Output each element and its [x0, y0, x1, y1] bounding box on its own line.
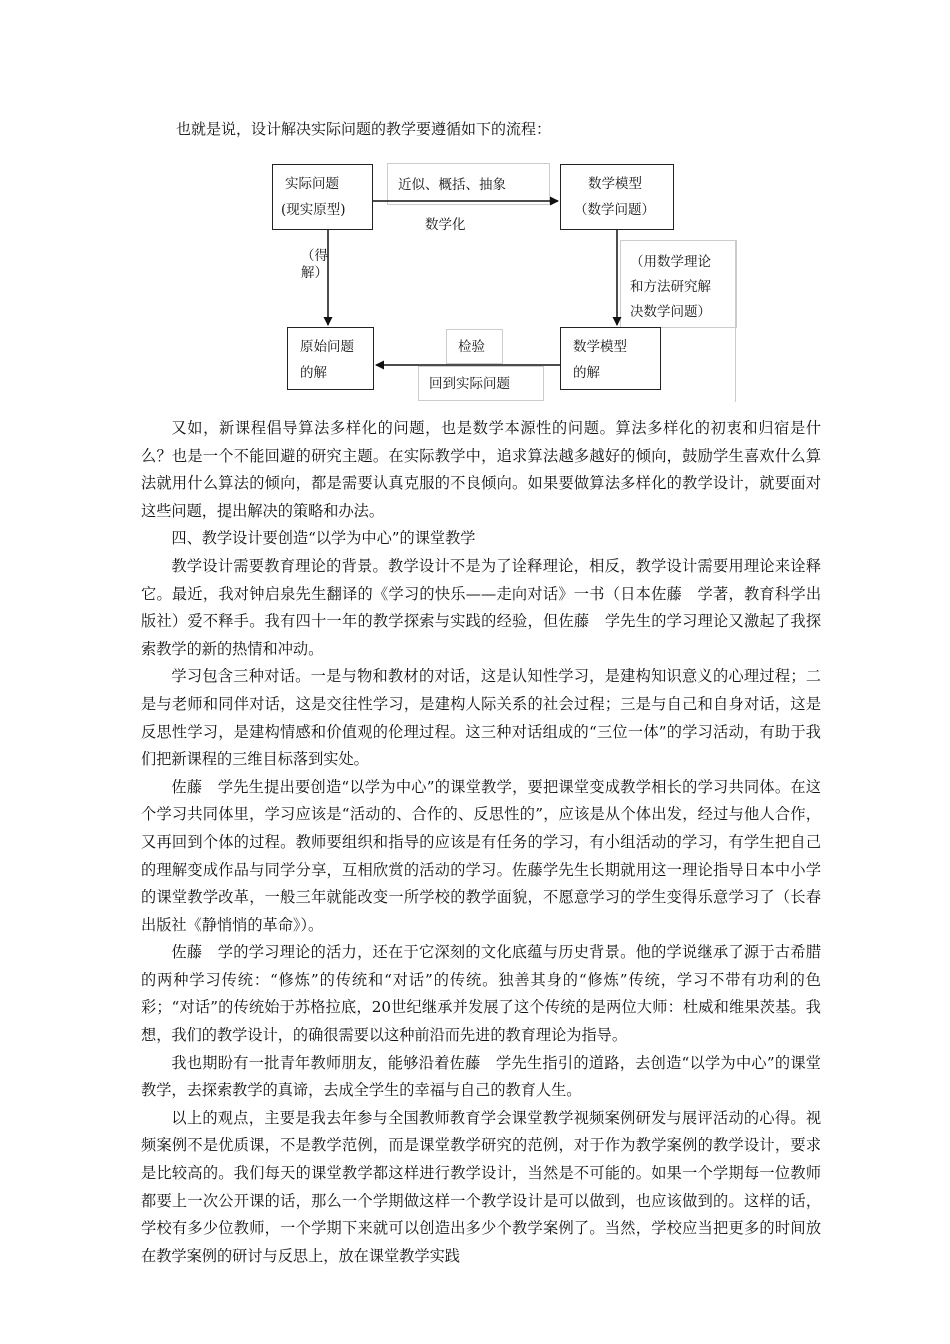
intro-sentence: 也就是说，设计解决实际问题的教学要遵循如下的流程： — [176, 120, 552, 138]
body-text — [141, 415, 821, 1270]
box-math-model-line1: 数学模型 — [588, 176, 642, 192]
paragraph-three-dialogues: 学习包含三种对话。一是与物和教材的对话，这是认知性学习，是建构知识意义的心理过程；二是与老师和同伴对话，这是交往性学习，是建构人际关系的社会过程；三是与自己和自身对话，这是反思性学习，是建构情感和价值观的伦理过程。这三种对话组成的“三位一体”的学习活动，有助于我们把新课程的三维目标落到实处。 — [141, 667, 821, 769]
label-verify: 检验 — [458, 339, 485, 355]
box-original-solution-line2: 的解 — [300, 365, 327, 381]
box-model-solution-line2: 的解 — [573, 365, 600, 381]
box-actual-problem-line2: (现实原型) — [281, 202, 346, 218]
paragraph-theory-background: 教学设计需要教育理论的背景。教学设计不是为了诠释理论，相反，教学设计需要用理论来诠释它。最近，我对钟启泉先生翻译的《学习的快乐——走向对话》一书（日本佐藤 学著，教育科学出版社）爱不释手。我有四十一年的教学探索与实践的经验，但佐藤 学先生的学习理论又激起了我探索教学的新的热情和冲动。 — [141, 556, 821, 658]
label-return-actual: 回到实际问题 — [429, 376, 510, 392]
box-math-model-line2: （数学问题） — [574, 202, 655, 218]
label-get-solution: （得解） — [301, 248, 328, 281]
label-mathematize: 数学化 — [425, 217, 466, 233]
label-research-line2: 和方法研究解 — [630, 279, 711, 295]
section-heading-4: 四、教学设计要创造“以学为中心”的课堂教学 — [171, 529, 476, 548]
paragraph-theory-vitality: 佐藤 学的学习理论的活力，还在于它深刻的文化底蕴与历史背景。他的学说继承了源于古希腊的两种学习传统：“修炼”的传统和“对话”的传统。独善其身的“修炼”传统，学习不带有功利的色彩；“对话”的传统始于苏格拉底，20世纪继承并发展了这个传统的是两位大师：杜威和维果茨基。我想，我们的教学设计，的确很需要以这种前沿而先进的教育理论为指导。 — [141, 943, 821, 1045]
paragraph-learning-community: 佐藤 学先生提出要创造“以学为中心”的课堂教学，要把课堂变成教学相长的学习共同体。在这个学习共同体里，学习应该是“活动的、合作的、反思性的”，应该是从个体出发，经过与他人合作，又再回到个体的过程。教师要组织和指导的应该是有任务的学习，有小组活动的学习，有学生把自己的理解变成作品与同学分享，互相欣赏的活动的学习。佐藤学先生长期就用这一理论指导日本中小学的课堂教学改革，一般三年就能改变一所学校的教学面貌，不愿意学习的学生变得乐意学习了（长春出版社《静悄悄的革命》）。 — [141, 777, 821, 934]
box-actual-problem-line1: 实际问题 — [285, 176, 339, 192]
paragraph-hope: 我也期盼有一批青年教师朋友，能够沿着佐藤 学先生指引的道路，去创造“以学为中心”的课堂教学，去探索教学的真谛，去成全学生的幸福与自己的教育人生。 — [141, 1053, 821, 1100]
paragraph-conclusion: 以上的观点，主要是我去年参与全国教师教育学会课堂教学视频案例研发与展评活动的心得。视频案例不是优质课，不是教学范例，而是课堂教学研究的范例，对于作为教学案例的教学设计，要求是比较高的。我们每天的课堂教学都这样进行教学设计，当然是不可能的。如果一个学期每一位教师都要上一次公开课的话，那么一个学期做这样一个教学设计是可以做到，也应该做到的。这样的话，学校有多少位教师，一个学期下来就可以创造出多少个教学案例了。当然，学校应当把更多的时间放在教学案例的研讨与反思上，放在课堂教学实践 — [141, 1108, 821, 1265]
flow-diagram — [0, 0, 950, 420]
box-model-solution-line1: 数学模型 — [573, 339, 627, 355]
box-original-solution-line1: 原始问题 — [300, 339, 354, 355]
label-approximate: 近似、概括、抽象 — [398, 177, 506, 193]
paragraph-algorithm-diversity: 又如，新课程倡导算法多样化的问题，也是数学本源性的问题。算法多样化的初衷和归宿是什么？也是一个不能回避的研究主题。在实际教学中，追求算法越多越好的倾向，鼓励学生喜欢什么算法就用什么算法的倾向，都是需要认真克服的不良倾向。如果要做算法多样化的教学设计，就要面对这些问题，提出解决的策略和办法。 — [141, 419, 821, 520]
label-research-line3: 决数学问题） — [630, 304, 711, 320]
label-research-line1: （用数学理论 — [630, 254, 711, 270]
